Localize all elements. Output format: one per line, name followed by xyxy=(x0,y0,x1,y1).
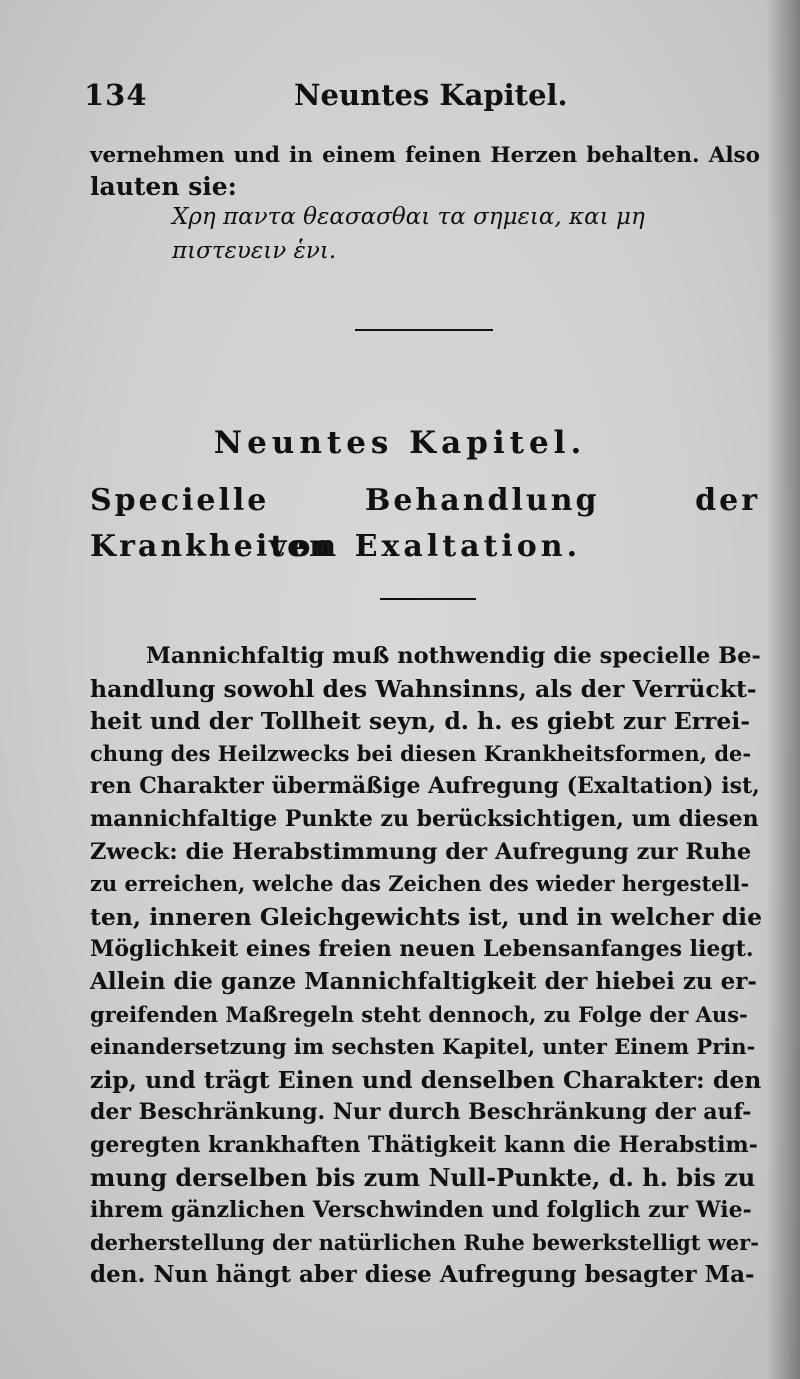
body-line: heit und der Tollheit seyn, d. h. es giebt zur Errei- xyxy=(90,707,751,736)
text-line: vernehmen und in einem feinen Herzen behalten. Also xyxy=(90,143,760,168)
body-text xyxy=(90,640,762,1292)
text-line: lauten sie: xyxy=(90,172,237,201)
page-number: 134 xyxy=(84,78,148,112)
title-divider xyxy=(380,598,476,600)
section-divider xyxy=(355,329,493,331)
chapter-title: Neuntes Kapitel. xyxy=(213,425,587,461)
body-line: ren Charakter übermäßige Aufregung (Exaltation) ist, xyxy=(90,773,760,800)
body-line: Mannichfaltig muß nothwendig die specielle Be- xyxy=(146,643,761,669)
chapter-subtitle xyxy=(90,478,760,570)
body-line: chung des Heilzwecks bei diesen Krankheitsformen, de- xyxy=(90,740,752,766)
body-line: geregten krankhaften Thätigkeit kann die Herabstim- xyxy=(90,1131,758,1158)
body-line: handlung sowohl des Wahnsinns, als der Verrückt- xyxy=(90,674,757,703)
quote-line: πιστευειν ἑνι. xyxy=(172,238,337,264)
body-line: der Beschränkung. Nur durch Beschränkung der auf- xyxy=(90,1099,752,1126)
body-line: Möglichkeit eines freien neuen Lebensanfanges liegt. xyxy=(90,936,754,963)
body-line: zu erreichen, welche das Zeichen des wieder hergestell- xyxy=(90,871,750,897)
subtitle-line: Specielle Behandlung der Krankheiten xyxy=(90,483,760,564)
body-line: Zweck: die Herabstimmung der Aufregung zur Ruhe xyxy=(90,838,752,865)
body-line: ten, inneren Gleichgewichts ist, und in welcher die xyxy=(90,902,763,931)
body-line: den. Nun hängt aber diese Aufregung besagter Ma- xyxy=(90,1261,755,1289)
body-line: ihrem gänzlichen Verschwinden und folglich zur Wie- xyxy=(90,1197,752,1224)
greek-quote xyxy=(172,200,732,268)
body-line: zip, und trägt Einen und denselben Charakter: den xyxy=(90,1065,762,1094)
running-title: Neuntes Kapitel. xyxy=(294,78,568,112)
preceding-text xyxy=(90,140,760,202)
subtitle-line: von Exaltation. xyxy=(268,529,582,564)
body-line: greifenden Maßregeln steht dennoch, zu Folge der Aus- xyxy=(90,1001,748,1027)
page-header xyxy=(80,76,760,122)
body-line: mannichfaltige Punkte zu berücksichtigen, um diesen xyxy=(90,805,759,832)
body-line: derherstellung der natürlichen Ruhe bewerkstelligt wer- xyxy=(90,1229,759,1255)
quote-line: Χρη παντα θεασασθαι τα σημεια, και μη xyxy=(172,204,645,230)
body-line: einandersetzung im sechsten Kapitel, unter Einem Prin- xyxy=(90,1034,756,1060)
body-line: mung derselben bis zum Null-Punkte, d. h. bis zu xyxy=(90,1162,756,1192)
body-line: Allein die ganze Mannichfaltigkeit der hiebei zu er- xyxy=(90,967,757,995)
